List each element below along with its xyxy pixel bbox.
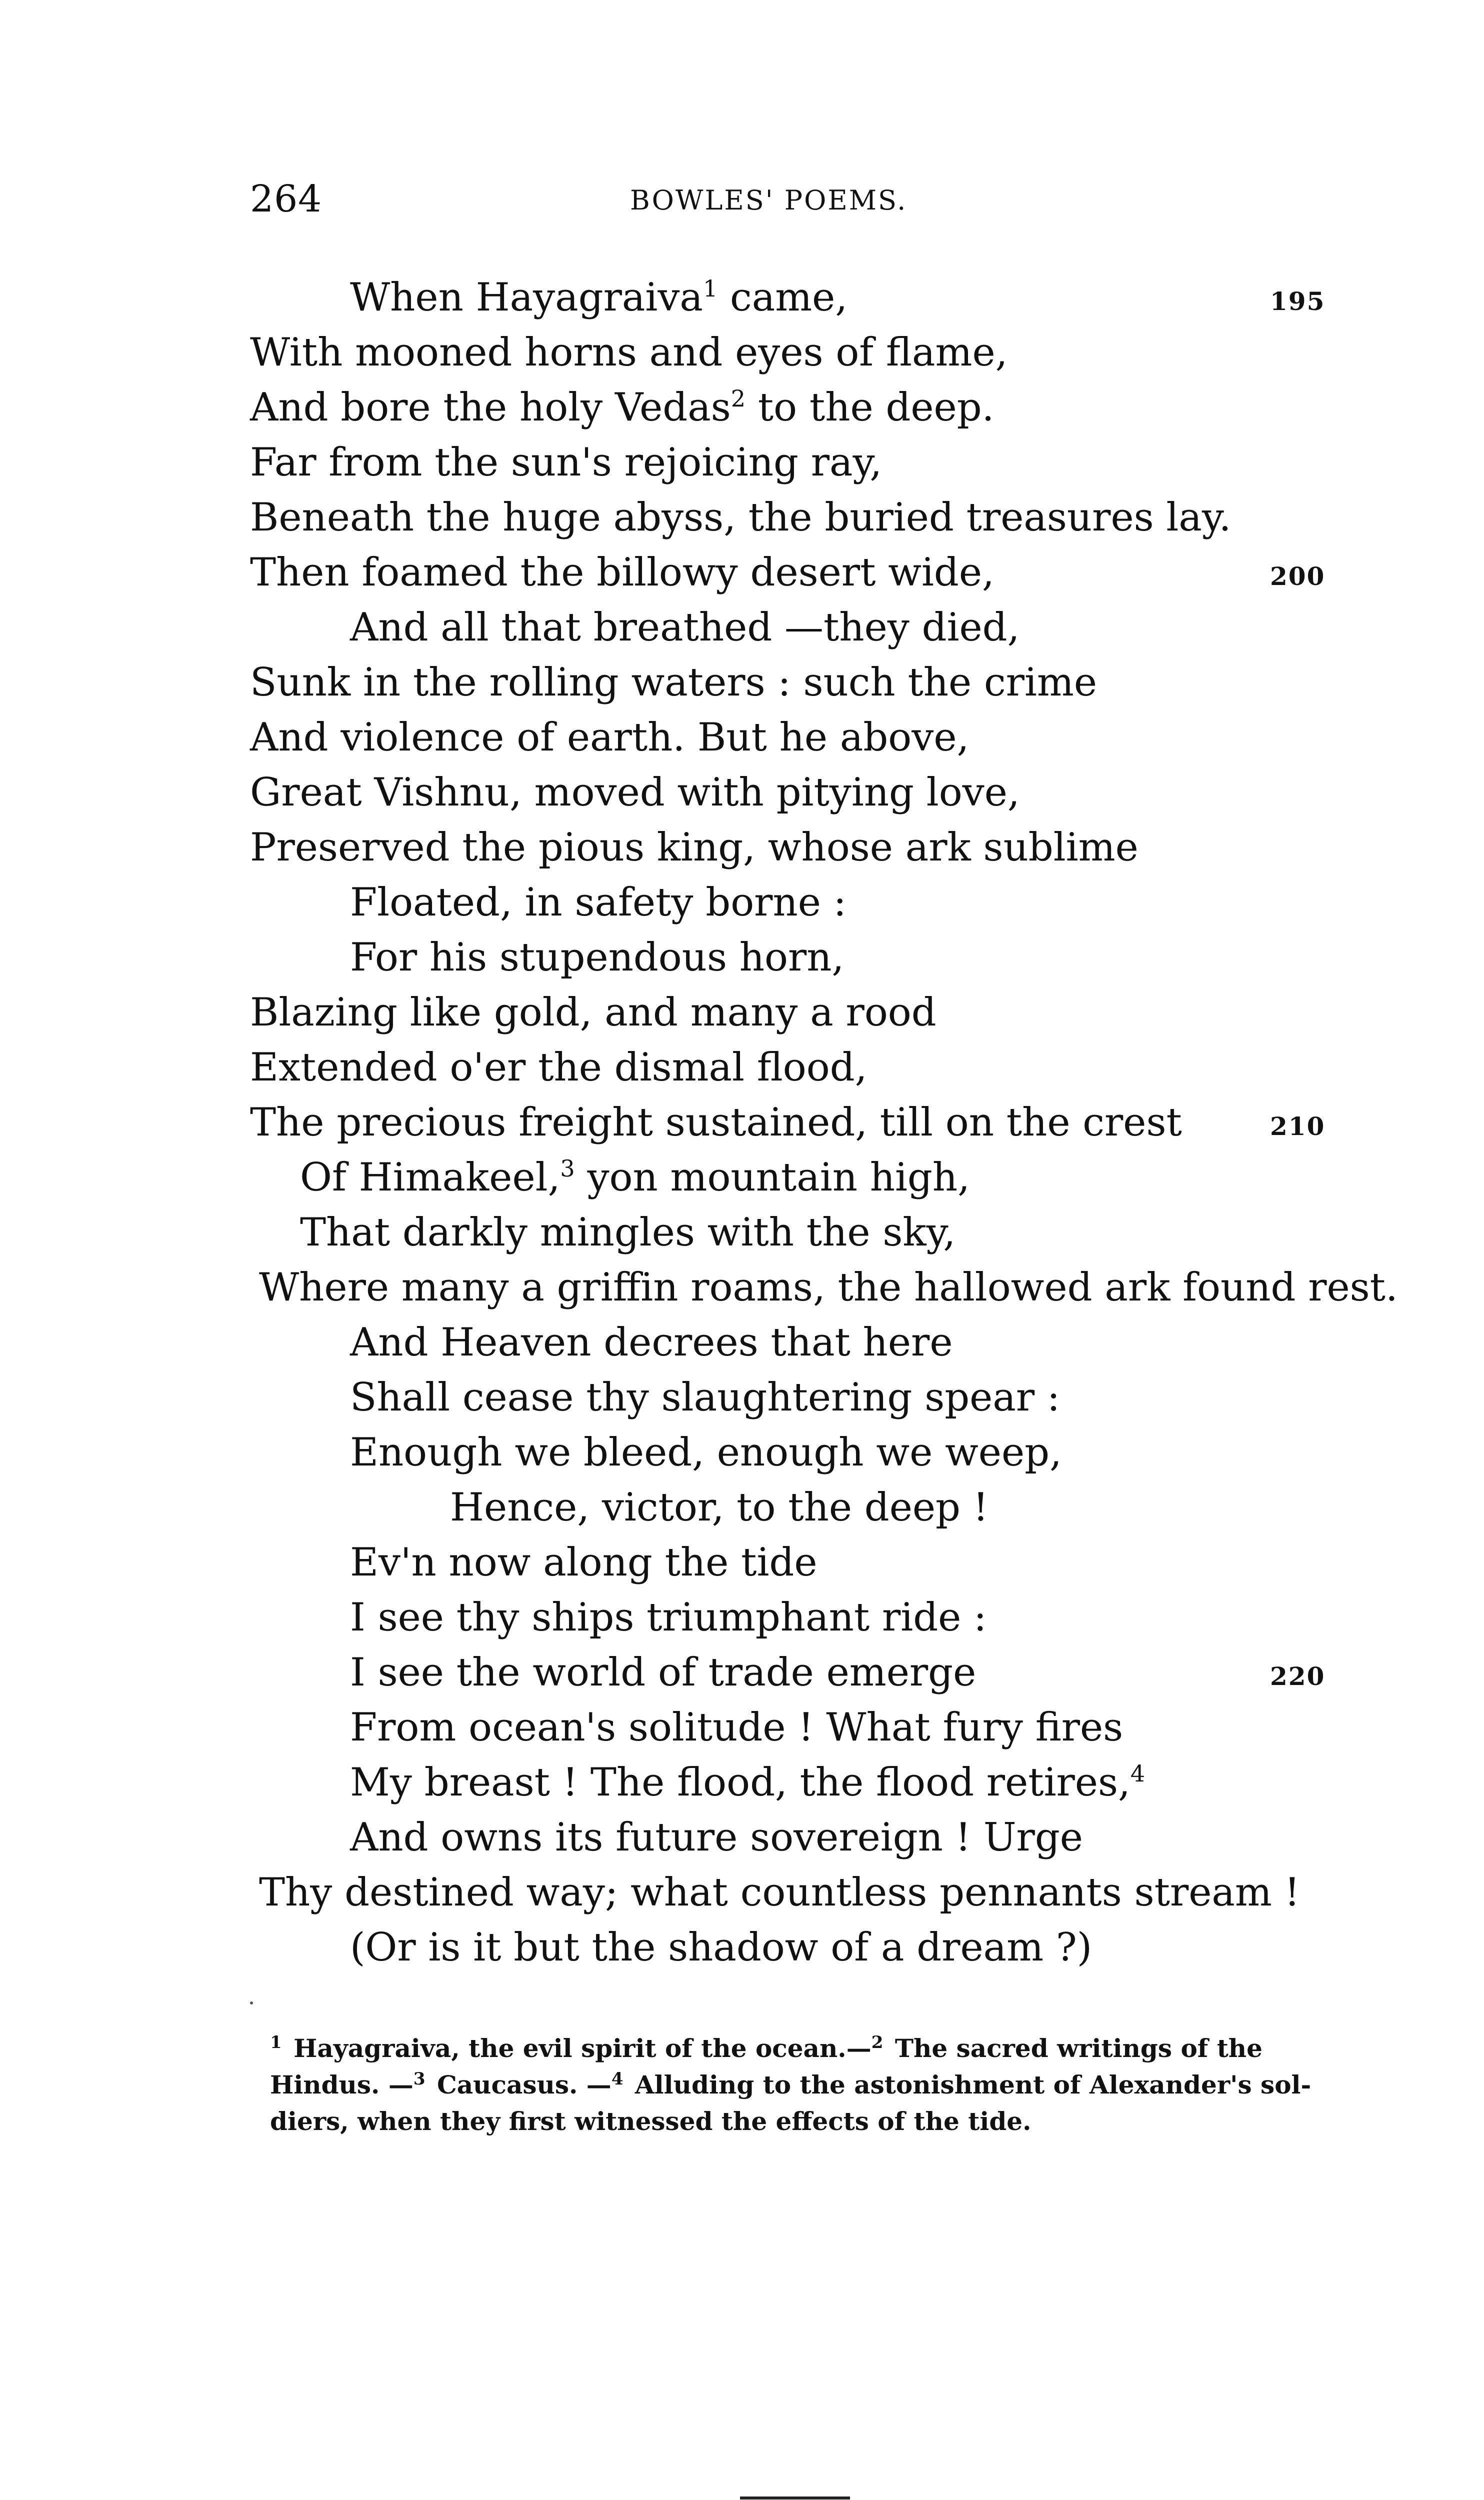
poem-line: Shall cease thy slaughtering spear : bbox=[350, 1375, 1060, 1420]
poem-line: I see thy ships triumphant ride : bbox=[350, 1595, 987, 1640]
running-head: BOWLES' POEMS. bbox=[630, 184, 908, 216]
footnotes bbox=[270, 2030, 1315, 2140]
poem-line: My breast ! The flood, the flood retires,$^4$ bbox=[350, 1760, 1146, 1805]
line-number: 220 bbox=[1270, 1662, 1326, 1691]
footnote-ref: 4 bbox=[1130, 1760, 1146, 1787]
poem-line: From ocean's solitude ! What fury fires bbox=[350, 1705, 1124, 1750]
poem-line: And all that breathed —they died, bbox=[350, 605, 1020, 650]
poem-line: Far from the sun's rejoicing ray, bbox=[250, 440, 882, 485]
poem-line: And Heaven decrees that here bbox=[350, 1320, 953, 1365]
poem-line: That darkly mingles with the sky, bbox=[300, 1210, 956, 1255]
poem-line: Great Vishnu, moved with pitying love, bbox=[250, 770, 1020, 815]
poem-line: When Hayagraiva$^1$ came, 195 bbox=[250, 270, 1350, 325]
poem-text bbox=[250, 270, 1398, 1975]
footnote-ref: 1 bbox=[702, 275, 718, 302]
page-number: 264 bbox=[250, 178, 322, 220]
page-header bbox=[250, 178, 1305, 238]
poem-line: The precious freight sustained, till on the crest 210 bbox=[250, 1095, 1350, 1150]
poem-line: Then foamed the billowy desert wide, 200 bbox=[250, 545, 1350, 600]
footnote-line: Hindus. —$^3$ Caucasus. —$^4$ Alluding to the astonishment of Alexander's sol- bbox=[270, 2069, 1312, 2100]
poem-line: Ev'n now along the tide bbox=[350, 1540, 818, 1585]
poem-line: Sunk in the rolling waters : such the crime bbox=[250, 660, 1098, 705]
poem-line: I see the world of trade emerge 220 bbox=[250, 1645, 1350, 1700]
poem-line: Of Himakeel,$^3$ yon mountain high, bbox=[300, 1155, 970, 1200]
poem-line: Extended o'er the dismal flood, bbox=[250, 1045, 868, 1090]
footnote-mark: 2 bbox=[871, 2032, 884, 2052]
footnote-mark: 1 bbox=[270, 2032, 282, 2052]
poem-line: (Or is it but the shadow of a dream ?) bbox=[350, 1925, 1092, 1970]
line-number: 210 bbox=[1270, 1112, 1326, 1141]
footnote-line: diers, when they first witnessed the effects of the tide. bbox=[270, 2106, 1032, 2136]
poem-line: Beneath the huge abyss, the buried treasures lay. bbox=[250, 495, 1232, 540]
footnote-ref: 2 bbox=[730, 385, 746, 412]
footnote-line: $^1$ Hayagraiva, the evil spirit of the ocean.—$^2$ The sacred writings of the bbox=[270, 2032, 1262, 2063]
poem-line: And owns its future sovereign ! Urge bbox=[350, 1815, 1083, 1860]
poem-line: Preserved the pious king, whose ark sublime bbox=[250, 825, 1138, 870]
poem-line: Hence, victor, to the deep ! bbox=[450, 1485, 989, 1530]
bottom-rule bbox=[740, 2496, 850, 2500]
poem-line: Blazing like gold, and many a rood bbox=[250, 990, 936, 1035]
poem-line: With mooned horns and eyes of flame, bbox=[250, 330, 1008, 375]
poem-line: Floated, in safety borne : bbox=[350, 880, 846, 925]
footnote-ref: 3 bbox=[560, 1155, 575, 1182]
poem-line: And bore the holy Vedas$^2$ to the deep. bbox=[250, 385, 994, 430]
poem-line: Thy destined way; what countless pennants stream ! bbox=[259, 1870, 1300, 1915]
poem-line: For his stupendous horn, bbox=[350, 935, 844, 980]
divider-mark bbox=[250, 2002, 253, 2004]
footnote-mark: 3 bbox=[413, 2069, 426, 2089]
poem-line: Enough we bleed, enough we weep, bbox=[350, 1430, 1062, 1475]
poem-line: Where many a griffin roams, the hallowed ark found rest. bbox=[259, 1265, 1398, 1310]
line-number: 195 bbox=[1270, 286, 1326, 316]
line-number: 200 bbox=[1270, 562, 1326, 591]
footnote-mark: 4 bbox=[611, 2069, 624, 2089]
poem-line: And violence of earth. But he above, bbox=[250, 715, 970, 760]
